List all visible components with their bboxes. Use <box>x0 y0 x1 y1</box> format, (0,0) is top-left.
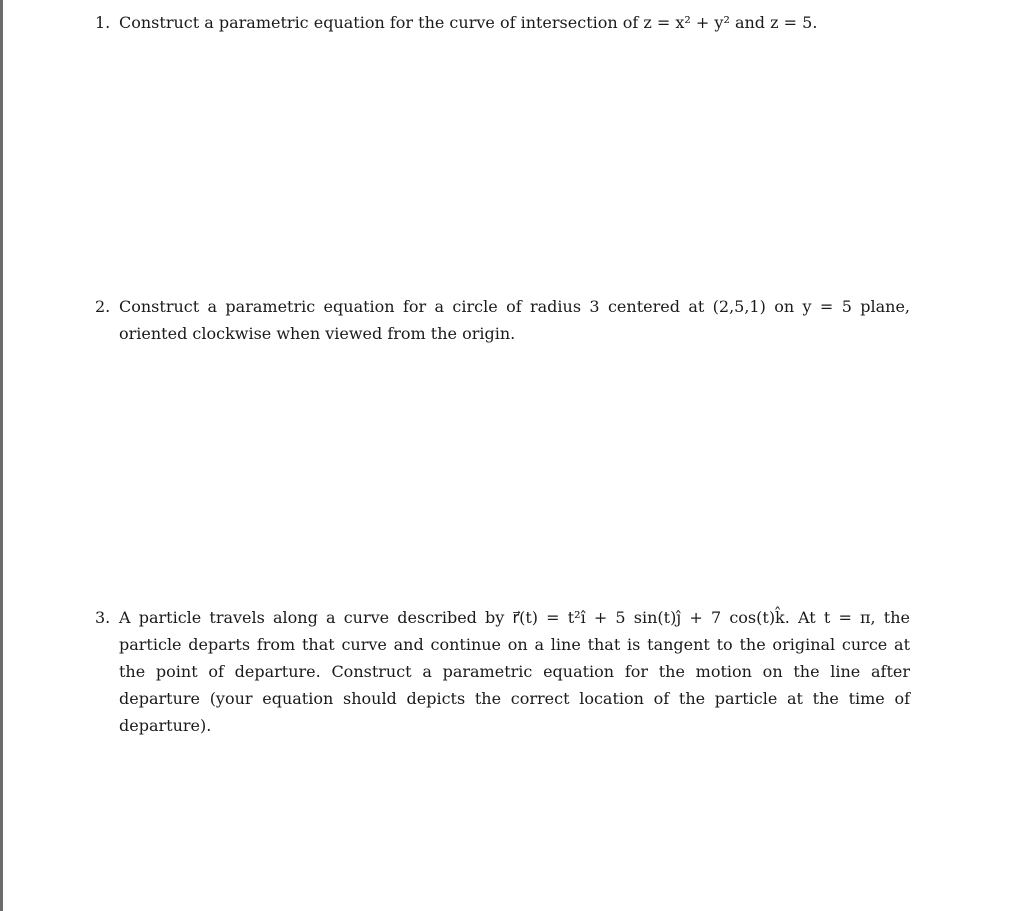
problem-2-text: Construct a parametric equation for a circle of radius 3 centered at (2,5,1) on y = 5 plane, oriented clockwise when viewed from the origin. <box>119 297 910 343</box>
problem-3-number: 3. <box>95 608 111 627</box>
problem-3-text: A particle travels along a curve described by r⃗(t) = t²î + 5 sin(t)ĵ + 7 cos(t)k̂. At t = π, the particle departs from that curve and continue on a line that is tangent to the original curce at the point of departure. Construct a parametric equation for the motion on the line after departure (your equation should depicts the correct location of the particle at the time of departure). <box>119 608 910 735</box>
page-left-edge <box>0 0 3 911</box>
problem-2 <box>95 293 910 347</box>
problem-3 <box>95 604 910 739</box>
problem-1-number: 1. <box>95 13 111 32</box>
problem-2-number: 2. <box>95 297 111 316</box>
problem-1-text: Construct a parametric equation for the curve of intersection of z = x² + y² and z = 5. <box>119 13 818 32</box>
problem-1 <box>95 9 910 36</box>
